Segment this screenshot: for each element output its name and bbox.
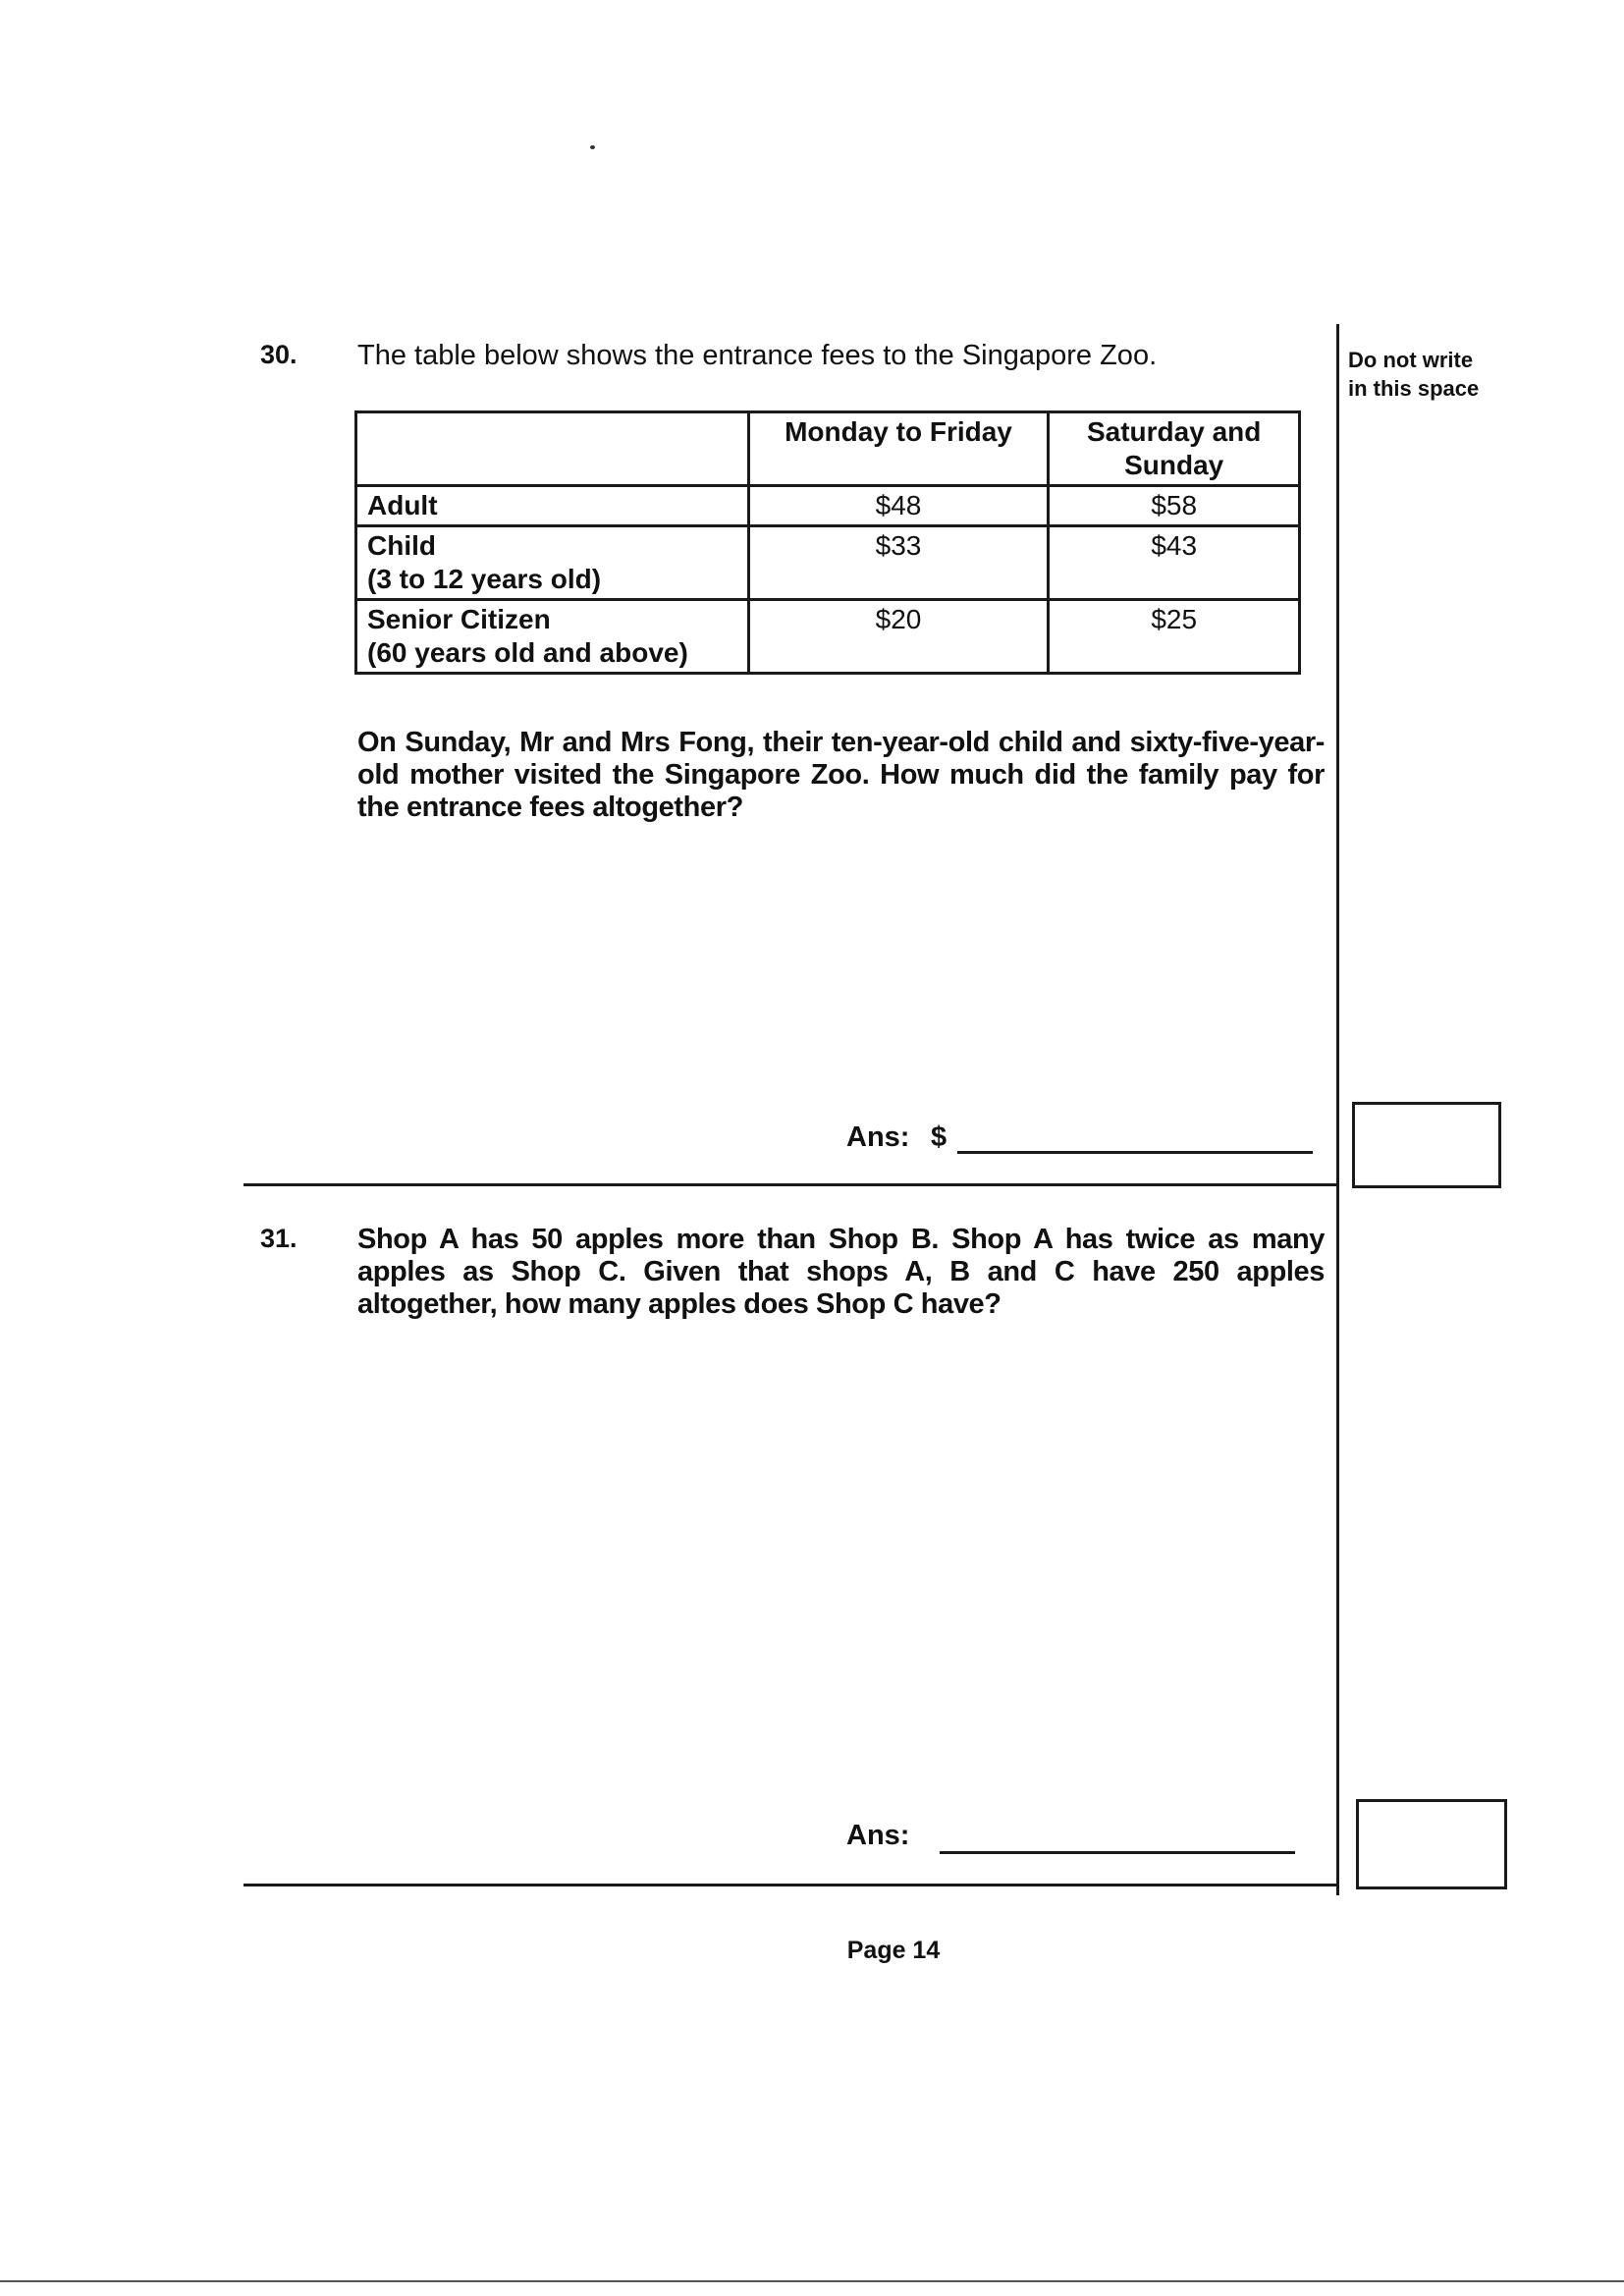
category-subtext: (3 to 12 years old): [367, 564, 602, 594]
question-31-answer-label: Ans:: [846, 1820, 910, 1851]
category-name: Child: [367, 530, 436, 561]
table-header-blank: [356, 412, 749, 486]
table-row-category: [356, 486, 749, 526]
page-number: Page 14: [846, 1937, 941, 1964]
margin-note-line1: Do not write: [1348, 348, 1474, 372]
question-30-intro: The table below shows the entrance fees to the Singapore Zoo.: [357, 340, 1158, 371]
question-30-answer-line[interactable]: [957, 1151, 1313, 1154]
table-header-row: [356, 412, 1300, 486]
table-cell-weekend: $43: [1049, 526, 1300, 600]
category-name: Adult: [367, 490, 438, 520]
question-31-mark-box[interactable]: [1356, 1799, 1507, 1889]
question-31-number: 31.: [260, 1224, 298, 1253]
question-31-text: Shop A has 50 apples more than Shop B. Shop A has twice as many apples as Shop C. Given that shops A, B and C have 250 apples altogether, how many apples does Shop C have?: [357, 1224, 1325, 1320]
question-30-number: 30.: [260, 340, 298, 369]
category-subtext: (60 years old and above): [367, 637, 688, 668]
bottom-rule: [0, 2280, 1624, 2282]
question-30-answer-label: Ans:: [846, 1121, 910, 1153]
table-row: [356, 526, 1300, 600]
table-header-weekday: Monday to Friday: [748, 412, 1049, 486]
question-31-answer-line[interactable]: [940, 1851, 1295, 1854]
category-name: Senior Citizen: [367, 604, 551, 634]
table-row-category: [356, 526, 749, 600]
margin-divider: [1336, 324, 1339, 1895]
table-row: [356, 486, 1300, 526]
question-30-text: On Sunday, Mr and Mrs Fong, their ten-year-old child and sixty-five-year-old mother visited the Singapore Zoo. How much did the family pay for the entrance fees altogether?: [357, 727, 1325, 823]
table-header-weekend: Saturday and Sunday: [1049, 412, 1300, 486]
question-30-mark-box[interactable]: [1352, 1102, 1501, 1188]
section-divider: [244, 1183, 1338, 1186]
table-cell-weekday: $33: [748, 526, 1049, 600]
table-row-category: [356, 600, 749, 674]
margin-note-line2: in this space: [1348, 376, 1480, 401]
table-cell-weekday: $48: [748, 486, 1049, 526]
question-30-answer-unit: $: [931, 1121, 947, 1153]
table-row: [356, 600, 1300, 674]
table-cell-weekend: $58: [1049, 486, 1300, 526]
scan-speck: [590, 145, 595, 149]
section-divider: [244, 1884, 1338, 1886]
table-cell-weekday: $20: [748, 600, 1049, 674]
entrance-fees-table: [354, 410, 1301, 675]
table-cell-weekend: $25: [1049, 600, 1300, 674]
margin-note: [1348, 346, 1495, 403]
